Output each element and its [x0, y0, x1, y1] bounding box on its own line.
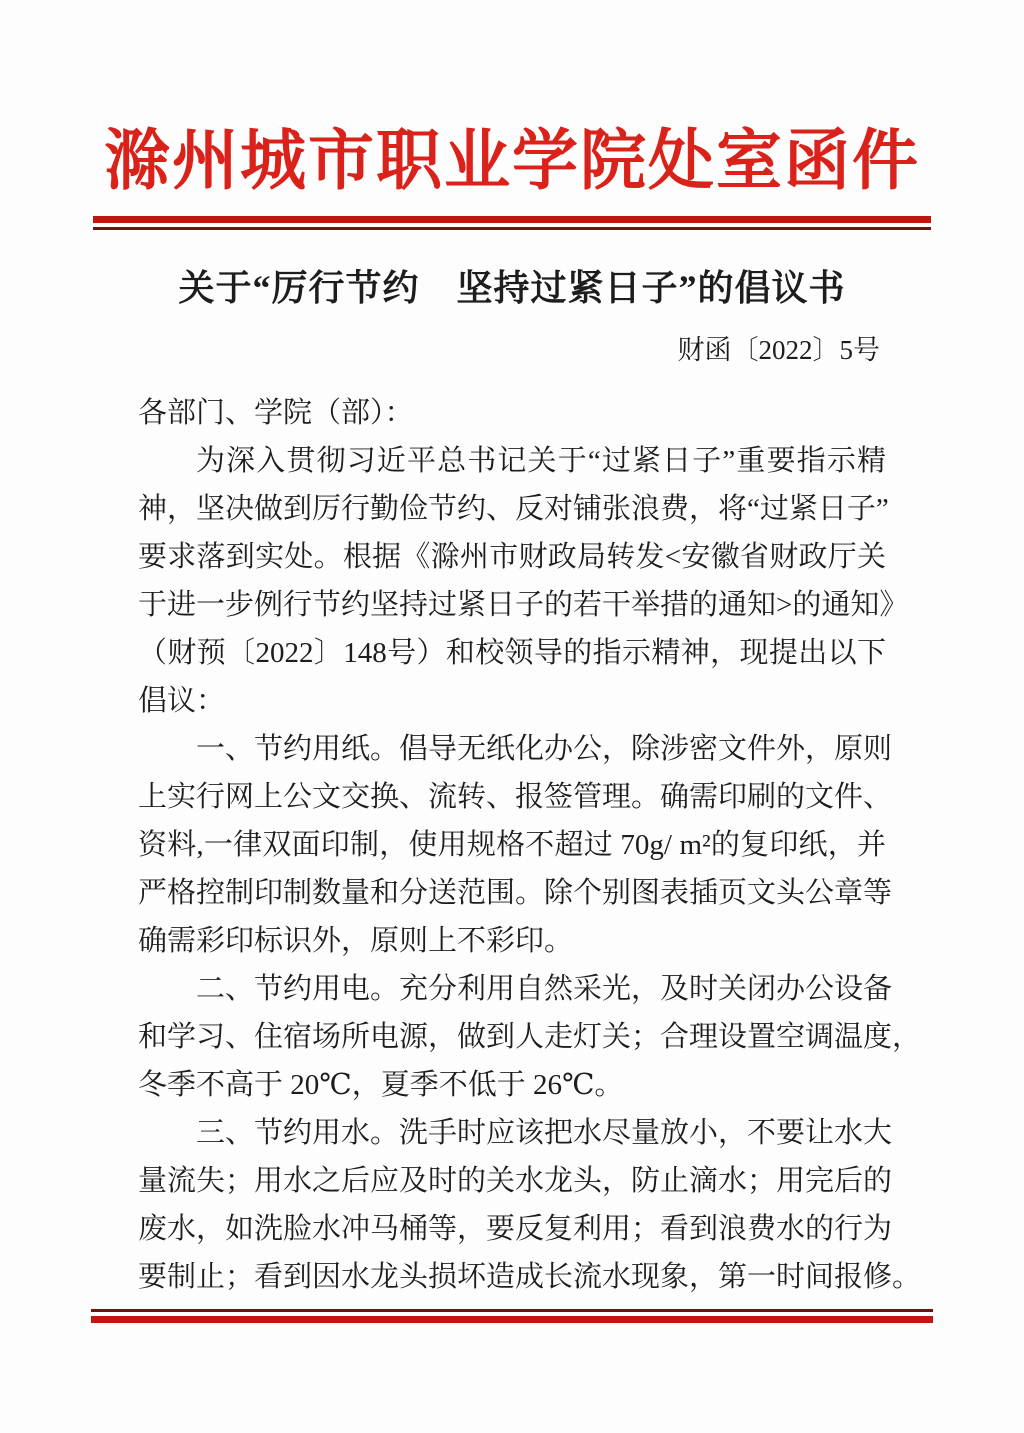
body-line: 三、节约用水。洗手时应该把水尽量放小，不要让水大 — [196, 1117, 893, 1149]
body-line: 倡议： — [138, 685, 226, 717]
body-line: 确需彩印标识外，原则上不彩印。 — [138, 925, 574, 957]
document-title: 关于“厉行节约 坚持过紧日子”的倡议书 — [178, 268, 846, 308]
letterhead-title: 滁州城市职业学院处室函件 — [104, 125, 920, 198]
body-line: 严格控制印制数量和分送范围。除个别图表插页文头公章等 — [138, 877, 893, 909]
body-line: 要制止；看到因水龙头损坏造成长流水现象，第一时间报修。 — [138, 1261, 922, 1293]
body-line: 一、节约用纸。倡导无纸化办公，除涉密文件外，原则 — [196, 733, 893, 765]
body-line: 要求落到实处。根据《滁州市财政局转发<安徽省财政厅关 — [138, 541, 886, 573]
body-line: 量流失；用水之后应及时的关水龙头，防止滴水；用完后的 — [138, 1165, 893, 1197]
body-line: 和学习、住宿场所电源，做到人走灯关；合理设置空调温度， — [138, 1021, 922, 1053]
body-line: 冬季不高于 20℃，夏季不低于 26℃。 — [138, 1069, 624, 1101]
rule-thick-bar — [93, 216, 931, 223]
body-line: 为深入贯彻习近平总书记关于“过紧日子”重要指示精 — [196, 445, 886, 477]
body-line: 于进一步例行节约坚持过紧日子的若干举措的通知>的通知》 — [138, 589, 909, 621]
rule-thick-bar — [91, 1316, 933, 1323]
body-line: 上实行网上公文交换、流转、报签管理。确需印刷的文件、 — [138, 781, 893, 813]
body-line: 神，坚决做到厉行勤俭节约、反对铺张浪费，将“过紧日子” — [138, 493, 889, 525]
letterhead-separator-rule — [93, 216, 931, 230]
salutation: 各部门、学院（部）： — [138, 397, 414, 429]
document-body — [138, 389, 922, 1301]
body-line: 资料,一律双面印制，使用规格不超过 70g/ m²的复印纸，并 — [138, 829, 886, 861]
document-number: 财函〔2022〕5号 — [677, 335, 880, 365]
footer-separator-rule — [91, 1309, 933, 1323]
rule-thin-bar — [93, 227, 931, 230]
body-line: 废水，如洗脸水冲马桶等，要反复利用；看到浪费水的行为 — [138, 1213, 893, 1245]
body-line: 二、节约用电。充分利用自然采光，及时关闭办公设备 — [196, 973, 893, 1005]
body-line: （财预〔2022〕148号）和校领导的指示精神，现提出以下 — [138, 637, 886, 669]
